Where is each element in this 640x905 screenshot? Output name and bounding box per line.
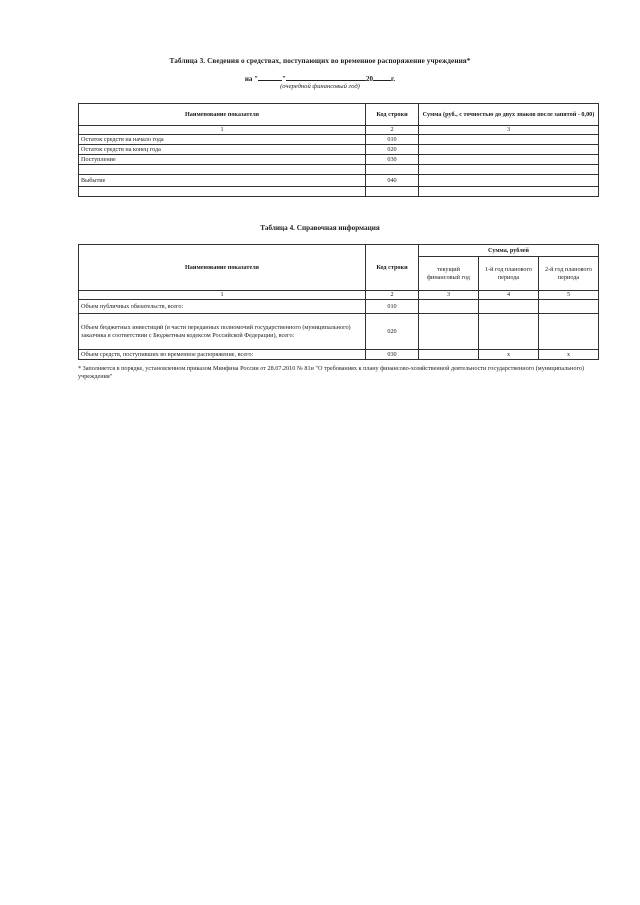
row-value-plan2 [539,300,599,314]
table-row [79,155,599,165]
table4-header-plan-year-2: 2-й год планового периода [539,257,599,291]
row-name: Остаток средств на конец года [79,145,366,155]
table4-colnum: 3 [419,291,479,300]
row-value-current [419,300,479,314]
table4-header-plan-year-1: 1-й год планового периода [479,257,539,291]
table-row [79,165,599,175]
row-value-current [419,314,479,350]
row-value [419,145,599,155]
table3-date-line [0,73,640,83]
table-row [79,314,599,350]
row-value-current [419,350,479,360]
table4-title: Таблица 4. Справочная информация [260,224,380,232]
date-prefix: на " [244,75,259,83]
table3-colnum: 2 [366,126,419,135]
row-code: 010 [366,300,419,314]
table3-header-sum: Сумма (руб., с точностью до двух знаков после запятой - 0,00) [419,104,599,126]
table4-colnum: 1 [79,291,366,300]
row-code: 030 [366,350,419,360]
footnote: * Заполняется в порядке, установленном приказом Минфина России от 28.07.2010 № 81н "О требованиях к плану финансово-хозяйственной деятельности государственного (муниципального) учреждения" [78,365,584,381]
table-row [79,145,599,155]
table4-header-sum: Сумма, рублей [419,245,599,257]
row-value [419,155,599,165]
table-row [79,350,599,360]
table3-date-caption: (очередной финансовый год) [280,83,360,90]
table-row [79,300,599,314]
date-suffix: г. [390,75,396,83]
date-year-prefix: 20 [365,75,373,83]
row-name: Объем средств, поступивших во временное распоряжение, всего: [79,350,366,360]
date-month-blank [286,73,366,81]
table3-header-name: Наименование показателя [79,104,366,126]
row-name: Выбытие [79,175,366,187]
table4 [78,244,599,360]
row-value [419,165,599,175]
table3-header-code: Код строки [366,104,419,126]
row-name: Остаток средств на начало года [79,135,366,145]
table-row [79,175,599,187]
date-year-blank [373,73,391,81]
row-code: 010 [366,135,419,145]
row-value-plan1 [479,314,539,350]
row-code: 040 [366,175,419,187]
row-code: 020 [366,314,419,350]
table4-header-code: Код строки [366,245,419,291]
table3-title: Таблица 3. Сведения о средствах, поступающих во временное распоряжение учреждения* [169,57,471,65]
row-code: 020 [366,145,419,155]
row-name: Объем бюджетных инвестиций (в части переданных полномочий государственного (муниципального) заказчика в соответствии с Бюджетным кодексом Российской Федерации), всего: [79,314,366,350]
row-name [79,165,366,175]
table-row [79,135,599,145]
table4-colnum: 4 [479,291,539,300]
row-code: 030 [366,155,419,165]
row-name: Объем публичных обязательств, всего: [79,300,366,314]
row-value [419,135,599,145]
table4-header-current-year: текущий финансовый год [419,257,479,291]
row-value-plan1: х [479,350,539,360]
row-name [79,187,366,197]
row-value-plan2: х [539,350,599,360]
row-code [366,165,419,175]
date-day-blank [258,73,282,81]
table4-header-name: Наименование показателя [79,245,366,291]
row-value-plan2 [539,314,599,350]
row-code [366,187,419,197]
date-quote: " [282,75,286,83]
table3-colnum: 1 [79,126,366,135]
table3-colnum: 3 [419,126,599,135]
row-value [419,175,599,187]
row-value-plan1 [479,300,539,314]
table4-colnum: 5 [539,291,599,300]
table4-colnum: 2 [366,291,419,300]
table3 [78,103,599,197]
row-value [419,187,599,197]
row-name: Поступление [79,155,366,165]
table-row [79,187,599,197]
